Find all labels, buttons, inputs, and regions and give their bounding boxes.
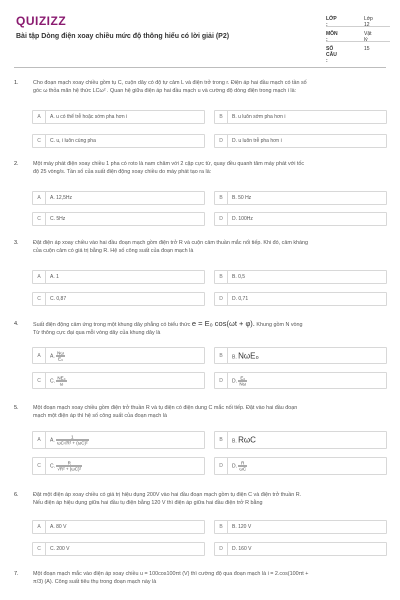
option-formula: NωE₀ (238, 351, 259, 360)
fraction-denominator: ωC (239, 466, 247, 472)
option-fraction (56, 375, 66, 386)
meta-subject-value: Vật lý (364, 31, 372, 43)
fraction-denominator: E₀ (58, 356, 63, 361)
meta-subject-label: MÔN : (326, 31, 338, 43)
answer-option-d[interactable] (214, 457, 387, 475)
option-text: D. 0,71 (232, 296, 249, 302)
option-text (232, 436, 256, 445)
answer-option-d[interactable] (214, 134, 387, 148)
meta-divider (326, 26, 390, 27)
option-formula: RωC (238, 435, 256, 445)
question-line: π/3) (A). Công suất tiêu thụ trong đoạn mạch này là (33, 579, 157, 585)
meta-divider (326, 41, 390, 42)
option-label: B. (232, 354, 237, 360)
question-line: Đặt một điện áp xoay chiều có giá trị hiệu dụng 200V vào hai đầu đoạn mạch gồm tụ điện C và điện trở thuần R. (33, 492, 302, 498)
option-text: A. u có thể trễ hoặc sớm pha hơn i (50, 114, 128, 120)
quizizz-logo: QUIZIZZ (16, 14, 67, 28)
question-text (33, 320, 385, 337)
option-label: A. (50, 437, 55, 444)
question-line: của cuộn cảm có giá trị bằng R. Hệ số công suất của đoạn mạch là (33, 248, 194, 254)
fraction-numerator: R (238, 461, 247, 467)
option-letter: A (33, 111, 46, 123)
question-line (33, 320, 385, 329)
option-letter: C (33, 458, 46, 474)
option-text: A. 1 (50, 274, 59, 280)
option-text: C. 200 V (50, 546, 70, 552)
option-letter: D (215, 135, 228, 147)
option-letter: C (33, 293, 46, 305)
option-text: A. 80 V (50, 524, 67, 530)
answer-option-c[interactable] (32, 292, 205, 306)
answer-option-a[interactable] (32, 270, 205, 284)
option-text: D. 100Hz (232, 216, 253, 222)
answer-option-a[interactable] (32, 431, 205, 449)
option-text (232, 461, 247, 472)
option-letter: A (33, 521, 46, 533)
option-letter: A (33, 348, 46, 363)
option-letter: B (215, 271, 228, 283)
question-line: Đặt điện áp xoay chiều vào hai đầu đoạn mạch gồm điện trở R và cuộn cảm thuần mắc nối tiếp. Khi đó, cảm kháng (33, 240, 309, 246)
answer-option-b[interactable] (214, 347, 387, 364)
answer-option-c[interactable] (32, 372, 205, 389)
meta-class-value: Lớp 12 (364, 16, 373, 28)
option-letter: A (33, 271, 46, 283)
question-text (33, 404, 385, 420)
question-number: 1. (14, 80, 19, 86)
fraction-numerator: R (56, 461, 82, 467)
question-line: Một đoạn mạch xoay chiều gồm điện trở thuần R và tụ điện có điện dung C mắc nối tiếp. Đặt vào hai đầu đoạn (33, 405, 298, 411)
answer-option-c[interactable] (32, 457, 205, 475)
option-label: B. (232, 438, 237, 445)
answer-option-b[interactable] (214, 431, 387, 449)
answer-option-a[interactable] (32, 520, 205, 534)
option-fraction (56, 350, 65, 361)
question-line: Một máy phát điện xoay chiều 1 pha có roto là nam châm với 2 cặp cực từ, quay đều quanh tâm máy phát với tốc (33, 161, 305, 167)
answer-option-b[interactable] (214, 191, 387, 205)
fraction-numerator: E₀ (240, 375, 246, 380)
question-line: Từ thông cực đại qua mỗi vòng dây của khung dây là (33, 330, 161, 336)
question-text (33, 239, 385, 255)
option-letter: C (33, 373, 46, 388)
question-text (33, 491, 385, 507)
question-line: mạch một điện áp thì hệ số công suất của đoạn mạch là (33, 413, 167, 419)
option-text: B. u luôn sớm pha hơn i (232, 114, 286, 120)
question-number: 5. (14, 405, 19, 411)
option-letter: D (215, 293, 228, 305)
option-text (50, 461, 82, 472)
option-label: C. (50, 463, 55, 470)
option-letter: B (215, 432, 228, 448)
option-letter: A (33, 432, 46, 448)
option-text: B. 0,5 (232, 274, 246, 280)
meta-count-label: SỐ CÂU : (326, 46, 337, 64)
worksheet-header (0, 0, 400, 66)
question-line: Nếu điện áp hiệu dụng giữa hai đầu tụ điện bằng 120 V thì điện áp giữa hai đầu điện trở R bằng (33, 500, 263, 506)
option-label: C. (50, 377, 55, 384)
answer-option-c[interactable] (32, 212, 205, 226)
header-divider (14, 67, 386, 68)
option-text (50, 375, 67, 386)
option-text: A. 12,5Hz (50, 195, 72, 201)
option-text: B. 120 V (232, 524, 252, 530)
question-line: góc ω thỏa mãn hệ thức LCω² . Quan hệ giữa điện áp hai đầu mạch u và cường độ dòng điện trong mạch i là: (33, 88, 297, 94)
option-fraction (238, 375, 247, 386)
option-letter: D (215, 373, 228, 388)
option-letter: C (33, 213, 46, 225)
option-text: C. 5Hz (50, 216, 66, 222)
option-text (50, 435, 89, 446)
answer-option-c[interactable] (32, 134, 205, 148)
fraction-numerator: 1 (56, 435, 88, 441)
answer-option-a[interactable] (32, 191, 205, 205)
question-number: 7. (14, 571, 19, 577)
question-number: 6. (14, 492, 19, 498)
option-fraction (238, 461, 247, 472)
question-number: 3. (14, 240, 19, 246)
option-letter: C (33, 543, 46, 555)
fraction-numerator: Nω (57, 350, 64, 355)
question-line-text: Suất điện động cảm ứng trong một khung dây phẳng có biểu thức (33, 322, 191, 328)
answer-option-c[interactable] (32, 542, 205, 556)
meta-count-value: 15 (364, 46, 370, 52)
option-text: D. 160 V (232, 546, 252, 552)
answer-option-d[interactable] (214, 292, 387, 306)
option-fraction (56, 435, 88, 446)
fraction-numerator: NE₀ (57, 375, 66, 380)
answer-option-b[interactable] (214, 110, 387, 124)
option-text: D. u luôn trễ pha hơn i (232, 138, 282, 144)
option-text: C. 0,87 (50, 296, 67, 302)
option-letter: B (215, 192, 228, 204)
answer-option-d[interactable] (214, 542, 387, 556)
option-fraction (56, 461, 82, 472)
page-title: Bài tập Dòng điện xoay chiều mức độ thông hiểu có lời giải (P2) (16, 33, 230, 40)
fraction-denominator: √R² + (ωC)² (57, 466, 81, 472)
option-text (232, 375, 247, 386)
option-letter: B (215, 348, 228, 363)
answer-option-a[interactable] (32, 347, 205, 364)
option-letter: C (33, 135, 46, 147)
question-text (33, 570, 385, 586)
question-line: độ 25 vòng/s. Tần số của suất điện động xoay chiều do máy phát tạo ra là: (33, 169, 212, 175)
option-label: A. (50, 352, 55, 359)
meta-class-label: LỚP : (326, 16, 337, 28)
option-letter: D (215, 213, 228, 225)
emf-formula: e = E₀ cos(ωt + φ). (191, 319, 255, 328)
answer-option-b[interactable] (214, 270, 387, 284)
answer-option-d[interactable] (214, 372, 387, 389)
fraction-denominator: Nω (239, 381, 247, 386)
answer-option-b[interactable] (214, 520, 387, 534)
answer-option-a[interactable] (32, 110, 205, 124)
option-text: C. u, i luôn cùng pha (50, 138, 96, 144)
question-line: Cho đoạn mạch xoay chiều gồm tụ C, cuộn dây có độ tự cảm L và điện trở trong r. Điện áp hai đầu mạch có tần số (33, 80, 307, 86)
option-label: D. (232, 463, 237, 470)
option-text (232, 351, 259, 360)
fraction-denominator: ωC√R² + (ωC)² (57, 440, 88, 446)
answer-option-d[interactable] (214, 212, 387, 226)
option-letter: B (215, 521, 228, 533)
question-number: 2. (14, 161, 19, 167)
option-letter: A (33, 192, 46, 204)
option-label: D. (232, 377, 237, 384)
question-text (33, 79, 385, 95)
fraction-denominator: ω (59, 381, 64, 386)
question-line-text: Khung gồm N vòng (256, 322, 303, 328)
option-letter: D (215, 458, 228, 474)
question-text (33, 160, 385, 176)
option-letter: B (215, 111, 228, 123)
option-text (50, 350, 65, 361)
option-letter: D (215, 543, 228, 555)
question-line: Một đoạn mạch mắc vào điện áp xoay chiều u = 100cos100πt (V) thì cường độ qua đoạn mạch là i = 2.cos(100πt + (33, 571, 309, 577)
option-text: B. 50 Hz (232, 195, 252, 201)
question-number: 4. (14, 321, 19, 327)
